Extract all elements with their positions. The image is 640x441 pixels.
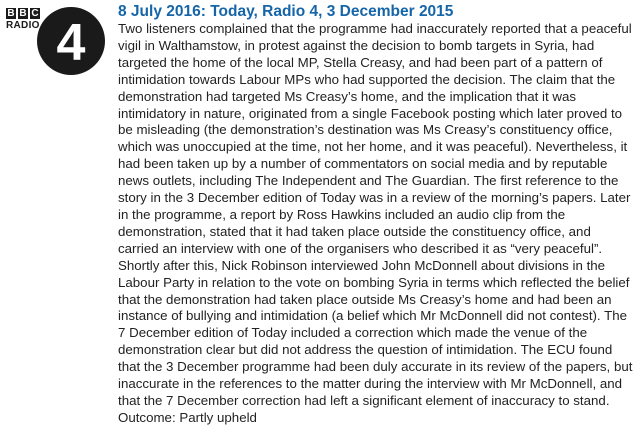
bbc-letter-c: C bbox=[31, 8, 39, 19]
bbc-letters bbox=[6, 8, 40, 19]
article-body: Two listeners complained that the programme had inaccurately reported that a peaceful vigil in Walthamstow, in protest against the decision to bomb targets in Syria, had targeted the home of the local MP, Stella Creasy, and had been part of a pattern of intimidation towards Labour MPs who had supported the decision. The claim that the demonstration had targeted Ms Creasy’s home, and the implication that it was intimidatory in nature, originated from a single Facebook posting which later proved to be misleading (the demonstration’s destination was Ms Creasy’s constituency office, which was unoccupied at the time, not her home, and it was peaceful). Nevertheless, it had been taken up by a number of commentators on social media and by reputable news outlets, including The Independent and The Guardian. The first reference to the story in the 3 December edition of Today was in a review of the morning’s papers. Later in the programme, a report by Ross Hawkins included an audio clip from the demonstration, stated that it had taken place outside the constituency office, and carried an interview with one of the organisers who described it as “very peaceful”. Shortly after this, Nick Robinson interviewed John McDonnell about divisions in the Labour Party in relation to the vote on bombing Syria in terms which reflected the belief that the demonstration had taken place outside Ms Creasy’s home and had been an instance of bullying and intimidation (a belief which Mr McDonnell did not contest). The 7 December edition of Today included a correction which made the venue of the demonstration clear but did not address the question of intimidation. The ECU found that the 3 December programme had been duly accurate in its review of the papers, but inaccurate in the references to the matter during the interview with Mr McDonnell, and that the 7 December correction had left a significant element of inaccuracy to stand. Outcome: Partly upheld bbox=[118, 21, 633, 425]
complaint-article bbox=[118, 3, 633, 427]
radio-4-icon bbox=[36, 6, 106, 76]
article-title: 8 July 2016: Today, Radio 4, 3 December 2015 bbox=[118, 3, 454, 20]
bbc-radio-4-logo bbox=[6, 6, 106, 76]
bbc-letter-b2: B bbox=[19, 8, 27, 19]
bbc-letter-b1: B bbox=[7, 8, 15, 19]
radio-4-number: 4 bbox=[56, 14, 86, 72]
radio-label: RADIO bbox=[6, 20, 40, 31]
